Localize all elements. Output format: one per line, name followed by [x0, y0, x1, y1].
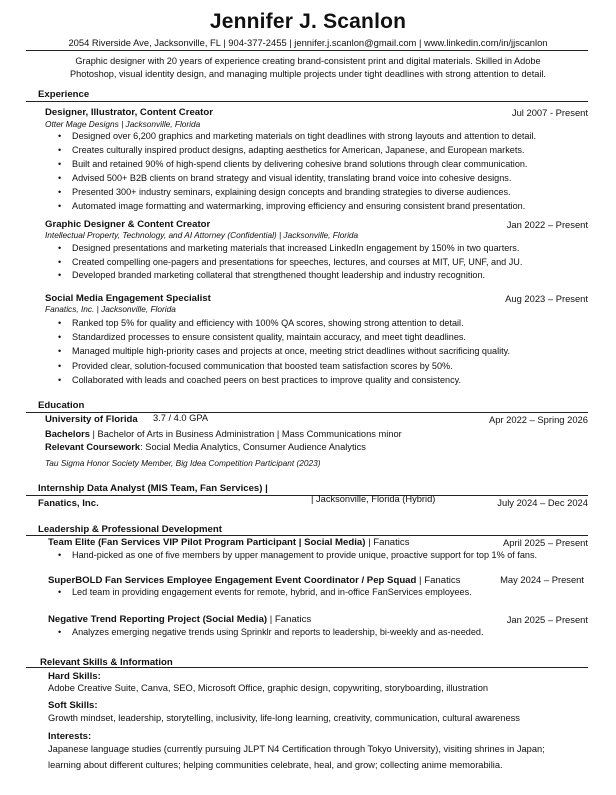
soft-skills-text: Growth mindset, leadership, storytelling, inclusivity, life-long learning, creativity, communication, cultural awareness [48, 713, 520, 723]
gpa: 3.7 / 4.0 GPA [153, 413, 209, 423]
soft-skills-label: Soft Skills: [48, 700, 98, 711]
job-company: Otter Mage Designs | Jacksonville, Florida [45, 119, 201, 129]
list-item: • Analyzes emerging negative trends using Sprinklr and reports to leadership, bi-weekly and as-needed. [72, 627, 483, 637]
header-divider [26, 50, 588, 51]
coursework-label: Relevant Coursework [45, 442, 141, 452]
list-item: • Presented 300+ industry seminars, explaining design concepts and branding strategies to diverse audiences. [72, 187, 511, 197]
leadership-divider [26, 535, 588, 536]
list-item: • Developed branded marketing collateral that strengthened thought leadership and industry recognition. [72, 270, 485, 280]
experience-heading: Experience [38, 89, 90, 100]
list-item: • Created compelling one-pagers and presentations for speeches, lectures, and courses at MIT, UF, UNF, and JU. [72, 257, 522, 267]
degree-label: Bachelors [45, 429, 90, 439]
leadership-title [48, 575, 460, 586]
leadership-title-text: SuperBOLD Fan Services Employee Engagement Event Coordinator / Pep Squad [48, 575, 417, 586]
leadership-dates: April 2025 – Present [503, 537, 588, 548]
leadership-title [48, 537, 410, 548]
leadership-title [48, 614, 311, 625]
summary-line-1: Graphic designer with 20 years of experience creating brand-consistent print and digital materials. Skilled in Adobe [75, 56, 541, 66]
list-item: • Standardized processes to ensure consistent quality, maintain accuracy, and meet tight deadlines. [72, 332, 466, 342]
skills-divider [26, 667, 588, 668]
job-dates: Aug 2023 – Present [505, 293, 588, 304]
internship-heading: Internship Data Analyst (MIS Team, Fan Services) | [38, 483, 268, 494]
list-item: • Hand-picked as one of five members by upper management to provide unique, proactive support for top 1% of fans. [72, 550, 537, 560]
leadership-title-text: Team Elite (Fan Services VIP Pilot Program Participant | Social Media) [48, 537, 366, 548]
job-title: Social Media Engagement Specialist [45, 293, 211, 304]
summary-line-2: Photoshop, visual identity design, and managing multiple projects under tight deadlines with strong attention to detail. [69, 69, 546, 79]
list-item: • Collaborated with leads and coached peers on best practices to improve quality and consistency. [72, 375, 461, 385]
coursework [45, 442, 366, 452]
interests-label: Interests: [48, 731, 92, 742]
internship-location: | Jacksonville, Florida (Hybrid) [311, 494, 436, 504]
leadership-heading: Leadership & Professional Development [38, 524, 222, 535]
list-item: • Led team in providing engagement events for remote, hybrid, and in-office FanServices employees. [72, 587, 472, 597]
job-company: Fanatics, Inc. | Jacksonville, Florida [45, 304, 176, 314]
skills-heading: Relevant Skills & Information [40, 657, 173, 668]
job-title: Graphic Designer & Content Creator [45, 219, 211, 230]
leadership-org: | Fanatics [267, 614, 312, 625]
list-item: • Advised 500+ B2B clients on brand strategy and visual identity, translating brand voice into cohesive designs. [72, 173, 511, 183]
hard-skills-text: Adobe Creative Suite, Canva, SEO, Microsoft Office, graphic design, copywriting, storyboarding, illustration [48, 683, 489, 693]
degree [45, 429, 402, 439]
hard-skills-label: Hard Skills: [48, 671, 101, 682]
list-item: • Built and retained 90% of high-spend clients by delivering cohesive brand solutions through clear communication. [72, 159, 527, 169]
internship-company: Fanatics, Inc. [38, 498, 99, 509]
list-item: • Managed multiple high-priority cases and projects at once, meeting strict deadlines without sacrificing quality. [72, 346, 510, 356]
education-dates: Apr 2022 – Spring 2026 [488, 414, 588, 425]
list-item: • Automated image formatting and watermarking, improving efficiency and ensuring consistent brand presentation. [72, 201, 525, 211]
job-title: Designer, Illustrator, Content Creator [45, 107, 213, 118]
job-dates: Jan 2022 – Present [506, 219, 588, 230]
job-company: Intellectual Property, Technology, and AI Attorney (Confidential) | Jacksonville, Florida [45, 230, 359, 240]
internship-dates: July 2024 – Dec 2024 [497, 497, 588, 508]
leadership-dates: May 2024 – Present [500, 574, 584, 585]
education-heading: Education [38, 400, 85, 411]
education-divider [26, 412, 588, 413]
summary [10, 55, 606, 81]
coursework-text: : Social Media Analytics, Consumer Audience Analytics [140, 442, 366, 452]
school-name: University of Florida [45, 414, 138, 425]
resume-name: Jennifer J. Scanlon [209, 10, 407, 33]
leadership-dates: Jan 2025 – Present [506, 614, 588, 625]
interests-line-1: Japanese language studies (currently pursuing JLPT N4 Certification through Tokyo University), visiting shrines in Japan; [48, 744, 545, 754]
list-item: • Designed presentations and marketing materials that increased LinkedIn engagement by 150% in two quarters. [72, 243, 519, 253]
leadership-title-text: Negative Trend Reporting Project (Social Media) [48, 614, 268, 625]
list-item: • Ranked top 5% for quality and efficiency with 100% QA scores, showing strong attention to detail. [72, 318, 464, 328]
experience-divider [26, 101, 588, 102]
degree-text: | Bachelor of Arts in Business Administration | Mass Communications minor [89, 429, 402, 439]
contact-line: 2054 Riverside Ave, Jacksonville, FL | 904-377-2455 | jennifer.j.scanlon@gmail.com | www.linkedin.com/in/jjscanlon [68, 37, 548, 48]
internship-divider [26, 495, 588, 496]
interests-line-2: learning about different cultures; helping communities celebrate, heal, and grow; collecting anime memorabilia. [48, 760, 503, 770]
job-dates: Jul 2007 - Present [511, 107, 588, 118]
list-item: • Creates culturally inspired product designs, adapting aesthetics for American, Japanese, and European markets. [72, 145, 524, 155]
list-item: • Designed over 6,200 graphics and marketing materials on tight deadlines with strong layouts and attention to detail. [72, 131, 536, 141]
leadership-org: | Fanatics [416, 575, 461, 586]
list-item: • Provided clear, solution-focused communication that boosted team satisfaction scores by 50%. [72, 361, 453, 371]
leadership-org: | Fanatics [365, 537, 410, 548]
honors: Tau Sigma Honor Society Member, Big Idea Competition Participant (2023) [45, 458, 321, 468]
